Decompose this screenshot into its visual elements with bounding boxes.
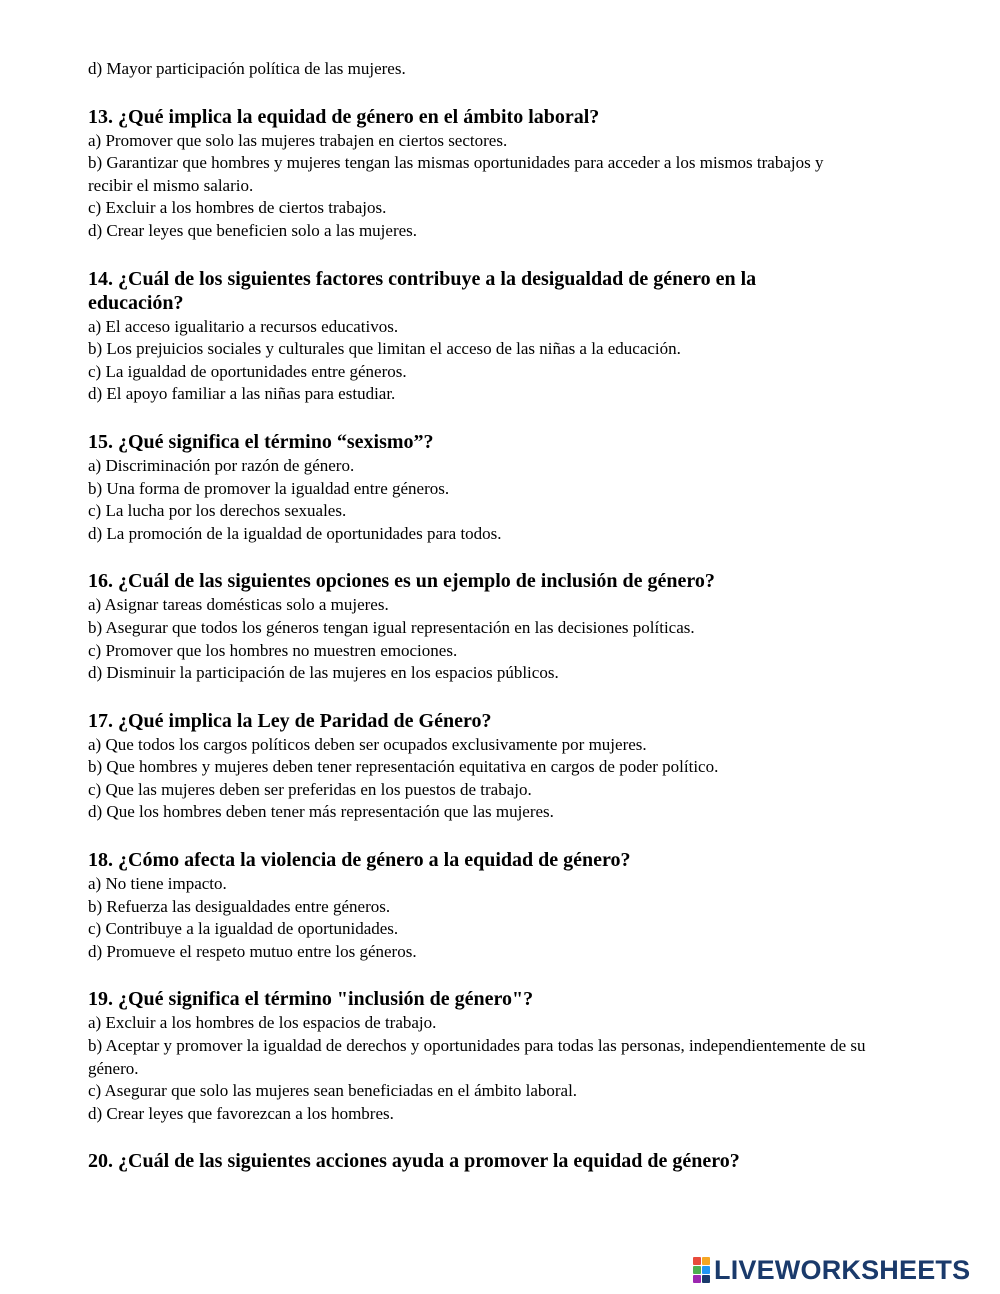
option-a: a) Asignar tareas domésticas solo a mujeres. [88,595,389,615]
question-16 [88,569,888,684]
option-b: b) Los prejuicios sociales y culturales que limitan el acceso de las niñas a la educación. [88,339,681,359]
option-c: c) La lucha por los derechos sexuales. [88,501,347,521]
option-a: a) El acceso igualitario a recursos educativos. [88,316,399,336]
option-b: b) Aceptar y promover la igualdad de derechos y oportunidades para todas las personas, independientemente de su género. [88,1036,866,1078]
logo-block [702,1266,710,1274]
liveworksheets-logo [693,1255,970,1285]
option-b: b) Que hombres y mujeres deben tener representación equitativa en cargos de poder político. [88,757,719,777]
question-title: 20. ¿Cuál de las siguientes acciones ayuda a promover la equidad de género? [88,1150,740,1173]
option-c: c) Que las mujeres deben ser preferidas en los puestos de trabajo. [88,779,532,799]
logo-block [693,1266,701,1274]
option-a: a) Excluir a los hombres de los espacios de trabajo. [88,1013,437,1033]
logo-block [702,1257,710,1265]
option-c: c) La igualdad de oportunidades entre géneros. [88,361,407,381]
logo-mark-icon [693,1257,710,1283]
option-b: b) Asegurar que todos los géneros tengan igual representación en las decisiones políticas. [88,617,695,637]
option-a: a) Promover que solo las mujeres trabajen en ciertos sectores. [88,130,508,150]
question-17 [88,709,888,824]
intro-option: d) Mayor participación política de las mujeres. [88,59,406,78]
question-title: 17. ¿Qué implica la Ley de Paridad de Género? [88,709,492,732]
option-d: d) Promueve el respeto mutuo entre los géneros. [88,941,417,961]
question-title: 14. ¿Cuál de los siguientes factores contribuye a la desigualdad de género en la educación? [88,267,757,314]
question-14 [88,267,888,406]
option-b: b) Refuerza las desigualdades entre géneros. [88,896,391,916]
option-b: b) Una forma de promover la igualdad entre géneros. [88,478,450,498]
option-a: a) Que todos los cargos políticos deben ser ocupados exclusivamente por mujeres. [88,734,647,754]
option-d: d) La promoción de la igualdad de oportunidades para todos. [88,523,502,543]
question-19 [88,987,888,1125]
question-title: 15. ¿Qué significa el término “sexismo”? [88,430,434,453]
question-18 [88,848,888,963]
option-c: c) Contribuye a la igualdad de oportunidades. [88,919,399,939]
question-20 [88,1149,888,1173]
question-13 [88,105,888,243]
option-c: c) Asegurar que solo las mujeres sean beneficiadas en el ámbito laboral. [88,1081,578,1101]
option-c: c) Excluir a los hombres de ciertos trabajos. [88,198,387,218]
option-d: d) Crear leyes que beneficien solo a las mujeres. [88,220,418,240]
question-title: 19. ¿Qué significa el término "inclusión de género"? [88,988,534,1011]
option-c: c) Promover que los hombres no muestren emociones. [88,640,458,660]
logo-text: LIVEWORKSHEETS [714,1255,971,1285]
question-title: 18. ¿Cómo afecta la violencia de género a la equidad de género? [88,849,631,872]
option-d: d) Disminuir la participación de las mujeres en los espacios públicos. [88,663,559,683]
worksheet-page [88,58,888,1174]
question-title: 13. ¿Qué implica la equidad de género en el ámbito laboral? [88,105,600,128]
question-15 [88,430,888,545]
logo-block [693,1257,701,1265]
option-b: b) Garantizar que hombres y mujeres tengan las mismas oportunidades para acceder a los mismos trabajos y recibir el mismo salario. [88,153,824,195]
option-d: d) Que los hombres deben tener más representación que las mujeres. [88,802,554,822]
question-title: 16. ¿Cuál de las siguientes opciones es un ejemplo de inclusión de género? [88,570,715,593]
option-a: a) No tiene impacto. [88,874,227,894]
option-a: a) Discriminación por razón de género. [88,455,355,475]
logo-block [693,1275,701,1283]
option-d: d) El apoyo familiar a las niñas para estudiar. [88,384,396,404]
option-d: d) Crear leyes que favorezcan a los hombres. [88,1103,394,1123]
logo-block [702,1275,710,1283]
